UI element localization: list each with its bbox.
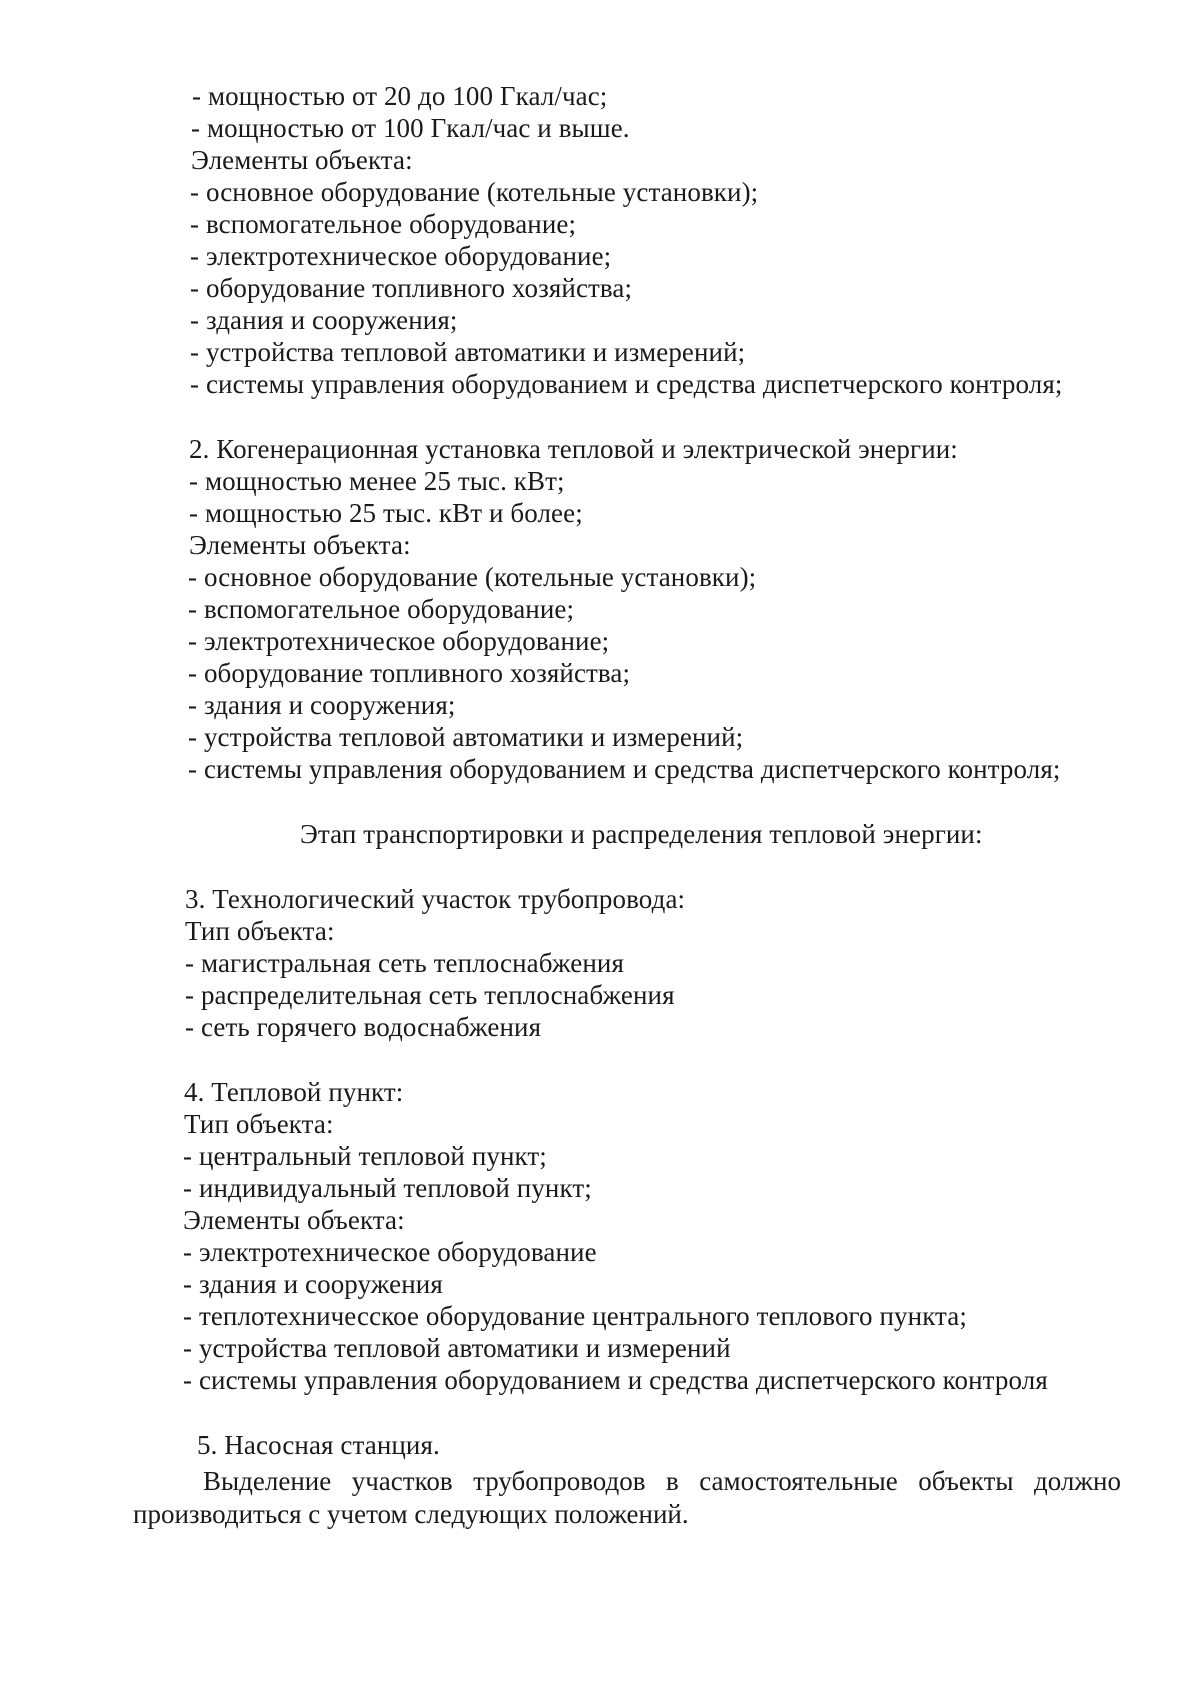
list-item: - теплотехничесское оборудование центрального теплового пункта; bbox=[183, 1301, 967, 1331]
list-item: - распределительная сеть теплоснабжения bbox=[185, 980, 675, 1010]
paragraph-line: Выделение участков трубопроводов в самостоятельные объекты должно bbox=[203, 1466, 1121, 1496]
list-item: - устройства тепловой автоматики и измерений; bbox=[190, 337, 746, 367]
list-item: - здания и сооружения; bbox=[188, 690, 456, 720]
list-item: - сеть горячего водоснабжения bbox=[185, 1012, 542, 1042]
list-item: - магистральная сеть теплоснабжения bbox=[185, 948, 624, 978]
section-label: Тип объекта: bbox=[184, 1109, 334, 1139]
list-item: - устройства тепловой автоматики и измерений; bbox=[188, 722, 744, 752]
list-item: - оборудование топливного хозяйства; bbox=[188, 658, 631, 688]
final-paragraph bbox=[133, 1465, 1121, 1531]
stage-heading: Этап транспортировки и распределения тепловой энергии: bbox=[300, 819, 983, 849]
list-item: - центральный тепловой пункт; bbox=[183, 1141, 547, 1171]
list-item: - основное оборудование (котельные установки); bbox=[188, 562, 757, 592]
list-item: - индивидуальный тепловой пункт; bbox=[183, 1173, 592, 1203]
list-item: - системы управления оборудованием и средства диспетчерского контроля; bbox=[190, 369, 1063, 399]
section-heading: 5. Насосная станция. bbox=[197, 1430, 440, 1460]
section-heading: 4. Тепловой пункт: bbox=[184, 1077, 404, 1107]
list-item: - мощностью от 20 до 100 Гкал/час; bbox=[192, 81, 608, 111]
paragraph-line: производиться с учетом следующих положений. bbox=[133, 1499, 689, 1529]
section-heading: 3. Технологический участок трубопровода: bbox=[185, 884, 686, 914]
list-item: - мощностью от 100 Гкал/час и выше. bbox=[191, 113, 630, 143]
list-item: - оборудование топливного хозяйства; bbox=[190, 273, 633, 303]
list-item: - электротехническое оборудование; bbox=[188, 626, 610, 656]
list-item: - вспомогательное оборудование; bbox=[190, 209, 577, 239]
list-item: - системы управления оборудованием и средства диспетчерского контроля bbox=[183, 1365, 1048, 1395]
list-item: - устройства тепловой автоматики и измерений bbox=[183, 1333, 731, 1363]
list-item: - здания и сооружения bbox=[183, 1269, 443, 1299]
section-label: Элементы объекта: bbox=[189, 530, 411, 560]
list-item: - системы управления оборудованием и средства диспетчерского контроля; bbox=[188, 754, 1061, 784]
section-label: Элементы объекта: bbox=[183, 1205, 405, 1235]
list-item: - основное оборудование (котельные установки); bbox=[190, 177, 759, 207]
list-item: - мощностью 25 тыс. кВт и более; bbox=[189, 498, 583, 528]
list-item: - электротехническое оборудование bbox=[183, 1237, 597, 1267]
section-heading: 2. Когенерационная установка тепловой и электрической энергии: bbox=[189, 434, 958, 464]
list-item: - электротехническое оборудование; bbox=[190, 241, 612, 271]
section-label: Тип объекта: bbox=[185, 916, 335, 946]
list-item: - мощностью менее 25 тыс. кВт; bbox=[189, 466, 565, 496]
list-item: - здания и сооружения; bbox=[190, 305, 458, 335]
section-label: Элементы объекта: bbox=[191, 145, 413, 175]
list-item: - вспомогательное оборудование; bbox=[188, 594, 575, 624]
